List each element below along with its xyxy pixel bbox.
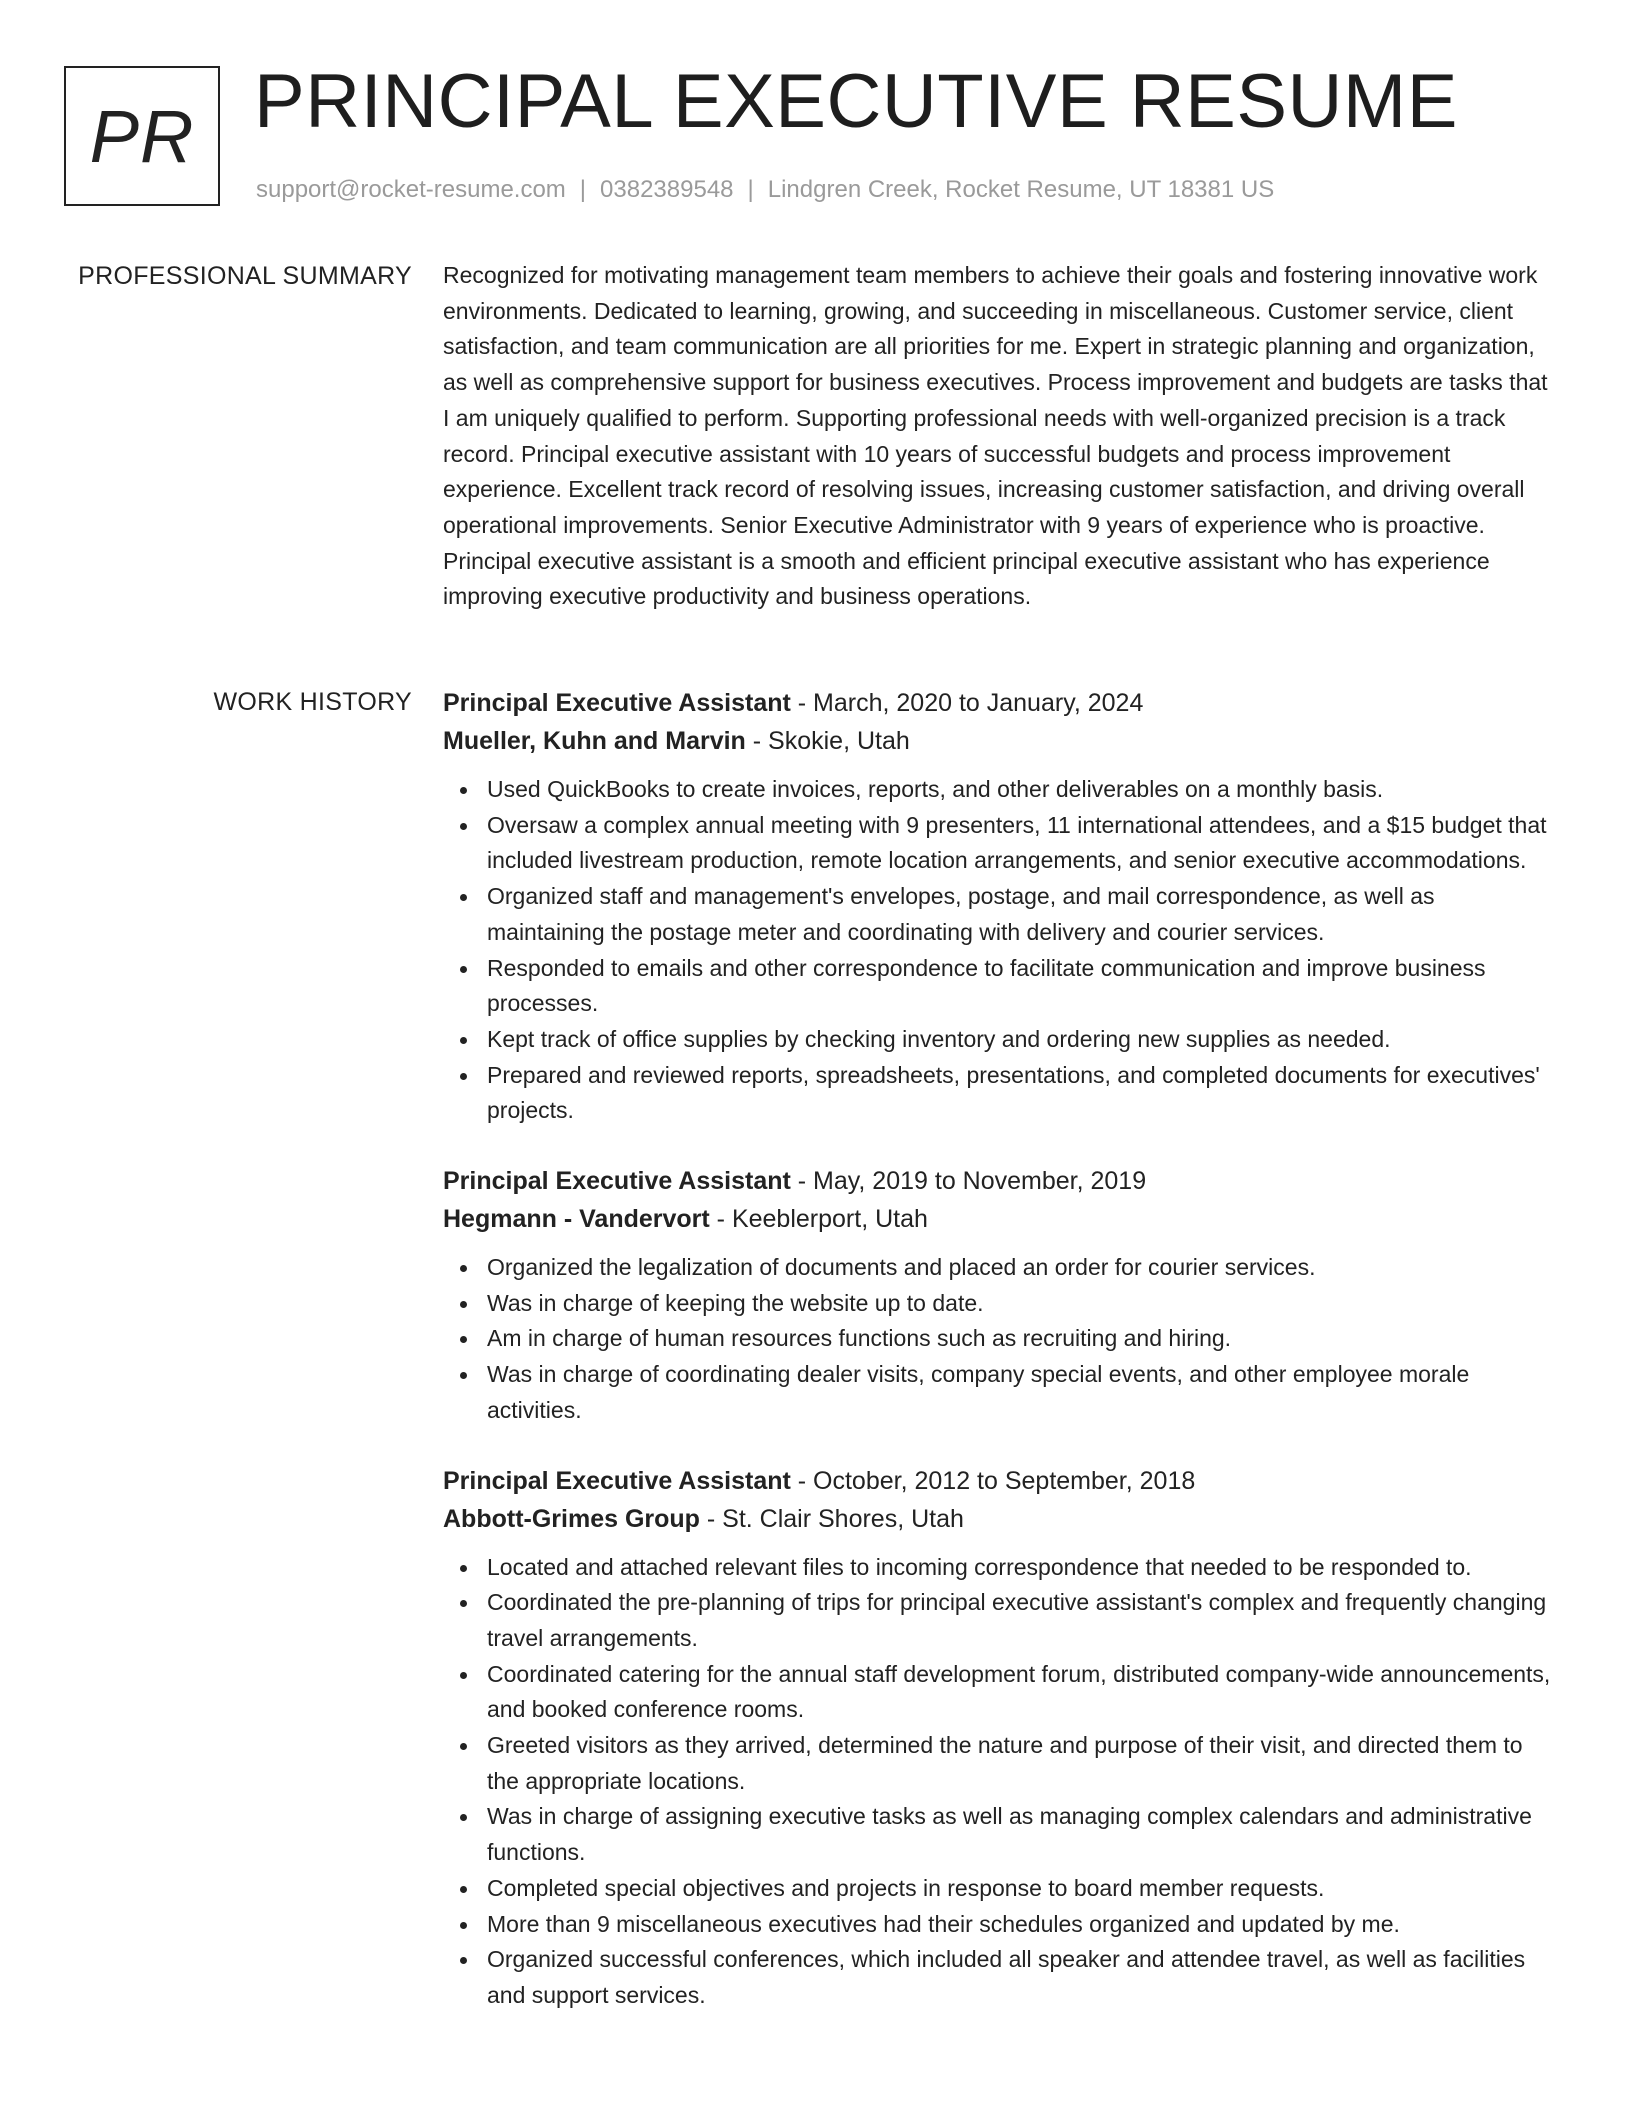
- job-entry: [443, 1162, 1553, 1429]
- job-bullet: Coordinated catering for the annual staff development forum, distributed company-wide announcements, and booked conference rooms.: [487, 1657, 1553, 1728]
- job-bullet: Located and attached relevant files to incoming correspondence that needed to be responded to.: [487, 1550, 1553, 1586]
- job-entry: [443, 684, 1553, 1129]
- job-bullets: [443, 1250, 1553, 1429]
- job-location: - St. Clair Shores, Utah: [699, 1504, 964, 1533]
- job-bullet: Kept track of office supplies by checking inventory and ordering new supplies as needed.: [487, 1022, 1553, 1058]
- job-title: Principal Executive Assistant: [443, 1167, 791, 1196]
- job-company-line: [443, 1500, 1553, 1538]
- job-company: Mueller, Kuhn and Marvin: [443, 727, 746, 755]
- contact-phone: 0382389548: [600, 176, 734, 203]
- job-title: Principal Executive Assistant: [443, 689, 791, 717]
- job-bullet: Prepared and reviewed reports, spreadsheets, presentations, and completed documents for executives' projects.: [487, 1058, 1553, 1129]
- job-bullet: Oversaw a complex annual meeting with 9 presenters, 11 international attendees, and a $15 budget that included livestream production, remote location arrangements, and senior executive accommodations.: [487, 808, 1553, 879]
- job-bullet: Am in charge of human resources functions such as recruiting and hiring.: [487, 1321, 1553, 1357]
- job-title-line: [443, 1162, 1553, 1200]
- job-bullet: Organized staff and management's envelopes, postage, and mail correspondence, as well as maintaining the postage meter and coordinating with delivery and courier services.: [487, 879, 1553, 950]
- job-location: - Keeblerport, Utah: [709, 1205, 928, 1234]
- contact-email: support@rocket-resume.com: [256, 176, 566, 203]
- monogram-badge: [64, 66, 220, 206]
- job-bullet: Greeted visitors as they arrived, determined the nature and purpose of their visit, and directed them to the appropriate locations.: [487, 1728, 1553, 1799]
- job-company-line: [443, 722, 1553, 760]
- job-entry: [443, 1462, 1553, 2014]
- job-bullet: Organized the legalization of documents and placed an order for courier services.: [487, 1250, 1553, 1286]
- work-history-body: [443, 684, 1553, 2014]
- job-bullet: Responded to emails and other correspondence to facilitate communication and improve business processes.: [487, 951, 1553, 1022]
- job-company-line: [443, 1200, 1553, 1238]
- job-dates: - October, 2012 to September, 2018: [790, 1466, 1196, 1495]
- summary-text: Recognized for motivating management team members to achieve their goals and fostering innovative work environments. Dedicated to learning, growing, and succeeding in miscellaneous. Customer service, client satisfaction, and team communication are all priorities for me. Expert in strategic planning and organization, as well as comprehensive support for business executives. Process improvement and budgets are tasks that I am uniquely qualified to perform. Supporting professional needs with well-organized precision is a track record. Principal executive assistant with 10 years of successful budgets and process improvement experience. Excellent track record of resolving issues, increasing customer satisfaction, and driving overall operational improvements. Senior Executive Administrator with 9 years of experience who is proactive. Principal executive assistant is a smooth and efficient principal executive assistant who has experience improving executive productivity and business operations.: [443, 262, 1548, 610]
- contact-separator: |: [747, 176, 754, 203]
- job-bullet: More than 9 miscellaneous executives had their schedules organized and updated by me.: [487, 1907, 1553, 1943]
- job-title: Principal Executive Assistant: [443, 1466, 791, 1495]
- job-bullet: Was in charge of assigning executive tasks as well as managing complex calendars and administrative functions.: [487, 1799, 1553, 1870]
- job-bullet: Used QuickBooks to create invoices, reports, and other deliverables on a monthly basis.: [487, 772, 1553, 808]
- job-dates: - March, 2020 to January, 2024: [790, 689, 1144, 717]
- job-bullets: [443, 1550, 1553, 2014]
- job-dates: - May, 2019 to November, 2019: [790, 1167, 1147, 1196]
- summary-body: [443, 258, 1553, 615]
- job-title-line: [443, 684, 1553, 722]
- contact-line: [256, 172, 1274, 208]
- job-bullet: Was in charge of keeping the website up to date.: [487, 1286, 1553, 1322]
- work-history-heading: WORK HISTORY: [213, 688, 412, 716]
- job-title-line: [443, 1462, 1553, 1500]
- job-location: - Skokie, Utah: [745, 727, 910, 755]
- job-bullets: [443, 772, 1553, 1129]
- contact-separator: |: [579, 176, 587, 203]
- contact-address: Lindgren Creek, Rocket Resume, UT 18381 US: [767, 176, 1275, 203]
- job-bullet: Coordinated the pre-planning of trips for principal executive assistant's complex and frequently changing travel arrangements.: [487, 1585, 1553, 1656]
- resume-title: PRINCIPAL EXECUTIVE RESUME: [254, 59, 1458, 144]
- job-company: Hegmann - Vandervort: [443, 1205, 710, 1234]
- job-company: Abbott-Grimes Group: [443, 1504, 700, 1533]
- summary-heading: PROFESSIONAL SUMMARY: [78, 262, 412, 290]
- job-bullet: Was in charge of coordinating dealer visits, company special events, and other employee morale activities.: [487, 1357, 1553, 1428]
- job-bullet: Completed special objectives and projects in response to board member requests.: [487, 1871, 1553, 1907]
- monogram-text: PR: [89, 94, 195, 178]
- job-bullet: Organized successful conferences, which included all speaker and attendee travel, as well as facilities and support services.: [487, 1942, 1553, 2013]
